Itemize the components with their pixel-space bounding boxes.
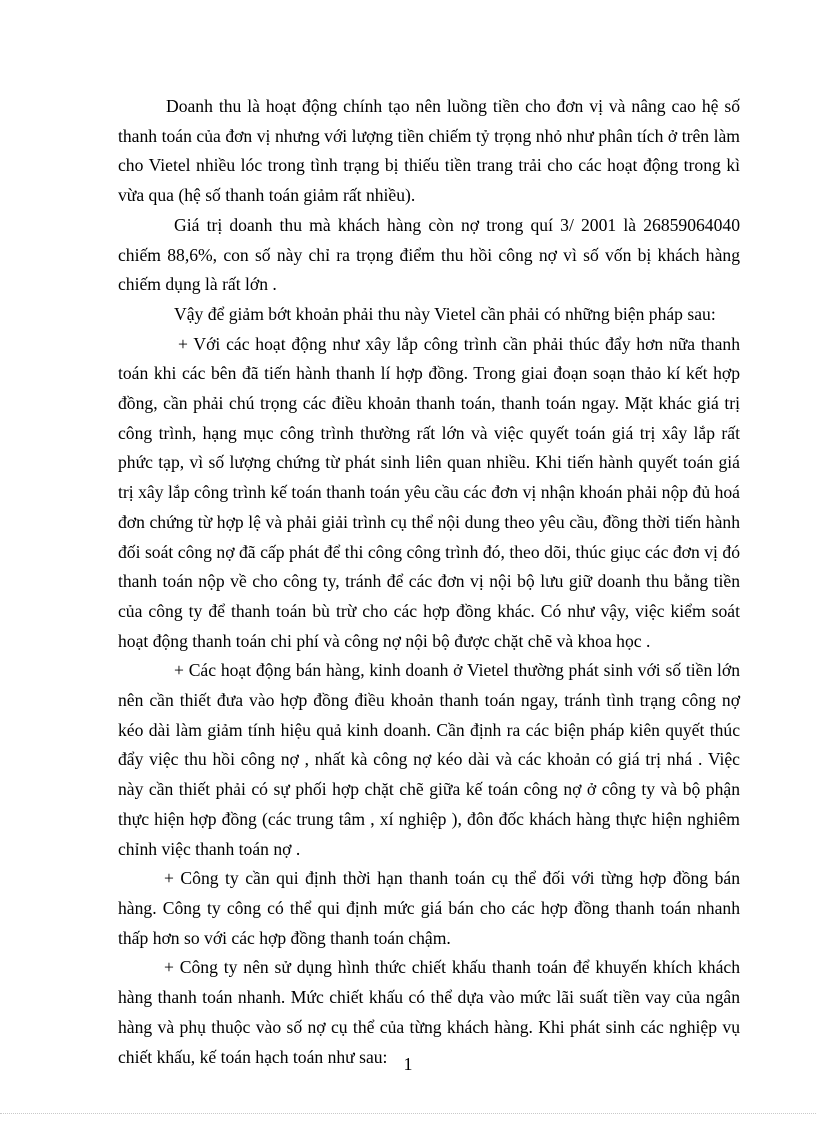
paragraph-revenue-intro: Doanh thu là hoạt động chính tạo nên luồng tiền cho đơn vị và nâng cao hệ số thanh toán của đơn vị nhưng với lượng tiền chiếm tỷ trọng nhỏ như phân tích ở trên làm cho Vietel nhiều lóc trong tình trạng bị thiếu tiền trang trải cho các hoạt động trong kì vừa qua (hệ số thanh toán giảm rất nhiều). <box>118 96 740 206</box>
paragraph-measures-intro: Vậy để giảm bớt khoản phải thu này Vietel cần phải có những biện pháp sau: <box>174 303 716 324</box>
paragraph-discount-measure: + Công ty nên sử dụng hình thức chiết khấu thanh toán để khuyến khích khách hàng thanh toán nhanh. Mức chiết khấu có thể dựa vào mức lãi suất tiền vay của ngân hàng và phụ thuộc vào số nợ cụ thể của từng khách hàng. Khi phát sinh các nghiệp vụ chiết khấu, kế toán hạch toán như sau: <box>118 957 740 1067</box>
paragraph-receivables-value: Giá trị doanh thu mà khách hàng còn nợ trong quí 3/ 2001 là 26859064040 chiếm 88,6%, con số này chỉ ra trọng điểm thu hồi công nợ vì số vốn bị khách hàng chiếm dụng là rất lớn . <box>118 214 740 295</box>
paragraph-payment-terms-measure: + Công ty cần qui định thời hạn thanh toán cụ thể đối với từng hợp đồng bán hàng. Công ty công có thể qui định mức giá bán cho các hợp đồng thanh toán nhanh thấp hơn so với các hợp đồng thanh toán chậm. <box>118 868 740 948</box>
page-bottom-divider <box>0 1113 816 1114</box>
paragraph-construction-measure: + Với các hoạt động như xây lắp công trình cần phải thúc đẩy hơn nữa thanh toán khi các bên đã tiến hành thanh lí hợp đồng. Trong giai đoạn soạn thảo kí kết hợp đồng, cần phải chú trọng các điều khoản thanh toán, thanh toán ngay. Mặt khác giá trị công trình, hạng mục công trình thường rất lớn và việc quyết toán giá trị xây lắp rất phức tạp, vì số lượng chứng từ phát sinh liên quan nhiều. Khi tiến hành quyết toán giá trị xây lắp công trình kế toán thanh toán yêu cầu các đơn vị nhận khoán phải nộp đủ hoá đơn chứng từ hợp lệ và phải giải trình cụ thể nội dung theo yêu cầu, đồng thời tiến hành đối soát công nợ đã cấp phát để thi công công trình đó, theo dõi, thúc giục các đơn vị đó thanh toán nộp về cho công ty, tránh để các đơn vị nội bộ lưu giữ doanh thu bằng tiền của công ty để thanh toán bù trừ cho các hợp đồng khác. Có như vậy, việc kiểm soát hoạt động thanh toán chi phí và công nợ nội bộ được chặt chẽ và khoa học . <box>118 333 740 651</box>
paragraph-sales-measure: + Các hoạt động bán hàng, kinh doanh ở Vietel thường phát sinh với số tiền lớn nên cần thiết đưa vào hợp đồng điều khoản thanh toán ngay, tránh tình trạng công nợ kéo dài làm giảm tính hiệu quả kinh doanh. Cần định ra các biện pháp kiên quyết thúc đẩy việc thu hồi công nợ , nhất kà công nợ kéo dài và các khoản có giá trị nhá . Việc này cần thiết phải có sự phối hợp chặt chẽ giữa kế toán công nợ ở công ty và bộ phận thực hiện hợp đồng (các trung tâm , xí nghiệp ), đôn đốc khách hàng thực hiện nghiêm chỉnh việc thanh toán nợ . <box>118 660 740 859</box>
page-number: 1 <box>403 1054 413 1074</box>
document-body <box>118 92 740 1072</box>
